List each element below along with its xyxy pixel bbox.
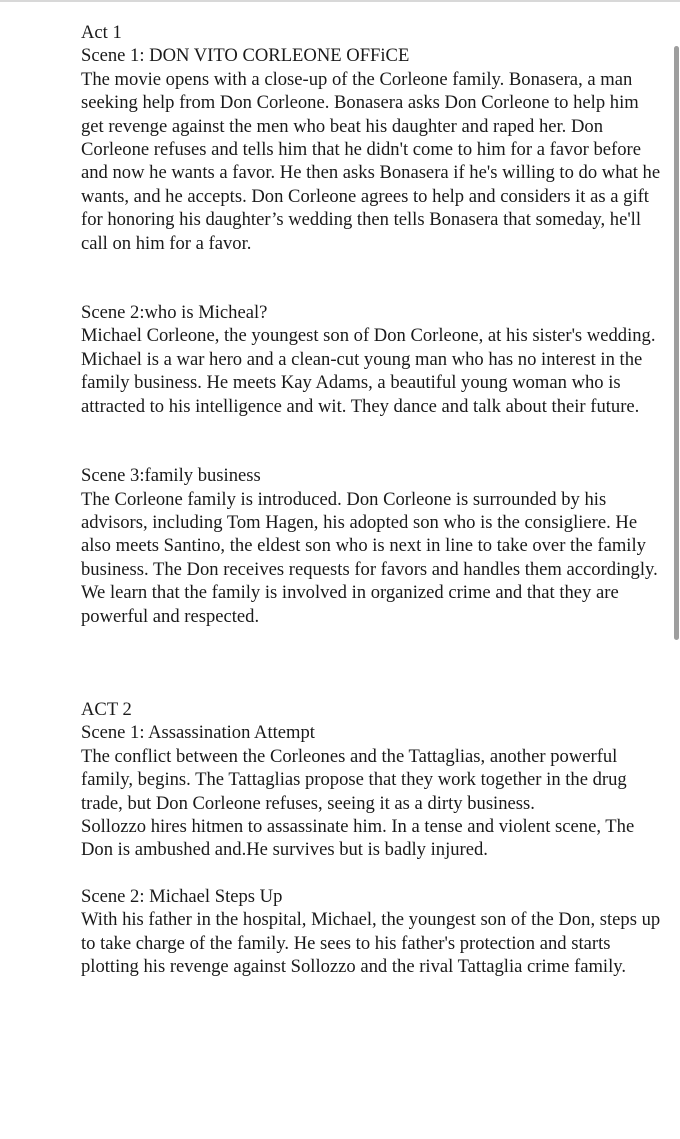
spacer xyxy=(81,862,661,885)
act2-scene2-body: With his father in the hospital, Michael, the youngest son of the Don, steps up to take charge of the family. He sees to his father's protection and starts plotting his revenge against Sollozzo and the rival Tattaglia crime family. xyxy=(81,909,661,977)
act1-scene1-title: Scene 1: DON VITO CORLEONE OFFiCE xyxy=(81,45,410,67)
spacer xyxy=(81,418,661,464)
act1-scene2-title: Scene 2:who is Micheal? xyxy=(81,302,268,324)
act1-scene1-body: The movie opens with a close-up of the Corleone family. Bonasera, a man seeking help from Don Corleone. Bonasera asks Don Corleone to help him get revenge against the men who beat his daughter and raped her. Don Corleone refuses and tells him that he didn't come to him for a favor before and now he wants a favor. He then asks Bonasera if he's willing to do what he wants, and he accepts. Don Corleone agrees to help and considers it as a gift for honoring his daughter’s wedding then tells Bonasera that someday, he'll call on him for a favor. xyxy=(81,68,661,254)
act1-scene2-body: Michael Corleone, the youngest son of Don Corleone, at his sister's wedding. Michael is a war hero and a clean-cut young man who has no interest in the family business. He meets Kay Adams, a beautiful young woman who is attracted to his intelligence and wit. They dance and talk about their future. xyxy=(81,325,656,417)
act1-scene3-body: The Corleone family is introduced. Don Corleone is surrounded by his advisors, including Tom Hagen, his adopted son who is the consigliere. He also meets Santino, the eldest son who is next in line to take over the family business. The Don receives requests for favors and handles them accordingly. We learn that the family is involved in organized crime and that they are powerful and respected. xyxy=(81,488,658,627)
act2-scene1-body-1: The conflict between the Corleones and the Tattaglias, another powerful family, begins. The Tattaglias propose that they work together in the drug trade, but Don Corleone refuses, seeing it as a dirty business. xyxy=(81,745,627,814)
act1-heading: Act 1 xyxy=(81,22,122,43)
top-border xyxy=(0,0,680,2)
spacer xyxy=(81,628,661,698)
act2-heading: ACT 2 xyxy=(81,698,132,720)
act2-scene1-title: Scene 1: Assassination Attempt xyxy=(81,722,315,744)
act2-scene1-body-2: Sollozzo hires hitmen to assassinate him. In a tense and violent scene, The Don is ambushed and.He survives but is badly injured. xyxy=(81,815,635,861)
act1-scene3-title: Scene 3:family business xyxy=(81,465,261,487)
vertical-scrollbar[interactable] xyxy=(674,46,679,640)
spacer xyxy=(81,255,661,301)
document-body xyxy=(81,21,661,978)
act2-scene2-title: Scene 2: Michael Steps Up xyxy=(81,885,283,907)
